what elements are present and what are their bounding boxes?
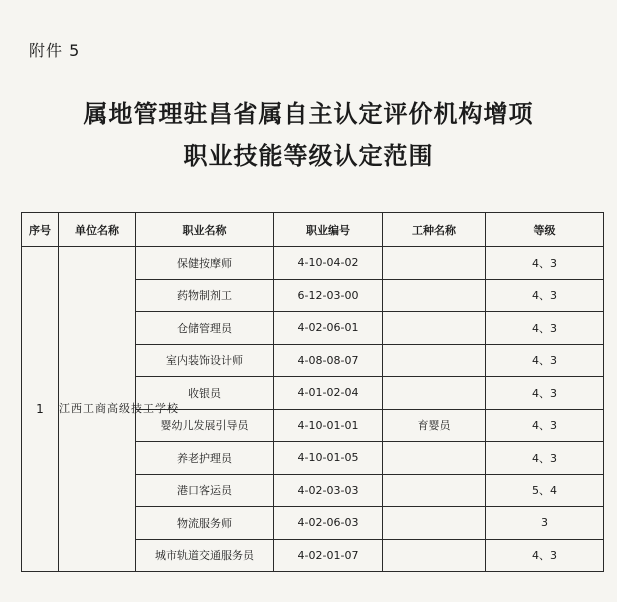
occupation-cell: 保健按摩师 — [136, 247, 274, 280]
column-header-seq: 序号 — [22, 213, 59, 247]
worktype-cell — [383, 507, 486, 540]
code-cell: 4-10-04-02 — [274, 247, 383, 280]
worktype-cell: 育婴员 — [383, 409, 486, 442]
table-header-row — [22, 213, 604, 247]
level-cell: 5、4 — [486, 474, 604, 507]
occupation-cell: 港口客运员 — [136, 474, 274, 507]
level-cell: 4、3 — [486, 344, 604, 377]
code-cell: 6-12-03-00 — [274, 279, 383, 312]
code-cell: 4-08-08-07 — [274, 344, 383, 377]
worktype-cell — [383, 474, 486, 507]
worktype-cell — [383, 247, 486, 280]
worktype-cell — [383, 312, 486, 345]
worktype-cell — [383, 344, 486, 377]
level-cell: 4、3 — [486, 442, 604, 475]
column-header-level: 等级 — [486, 213, 604, 247]
occupation-cell: 婴幼儿发展引导员 — [136, 409, 274, 442]
column-header-unit: 单位名称 — [59, 213, 136, 247]
worktype-cell — [383, 539, 486, 572]
occupation-cell: 室内装饰设计师 — [136, 344, 274, 377]
occupation-cell: 养老护理员 — [136, 442, 274, 475]
level-cell: 4、3 — [486, 247, 604, 280]
column-header-code: 职业编号 — [274, 213, 383, 247]
seq-cell: 1 — [22, 247, 59, 572]
worktype-cell — [383, 279, 486, 312]
code-cell: 4-01-02-04 — [274, 377, 383, 410]
code-cell: 4-10-01-05 — [274, 442, 383, 475]
level-cell: 3 — [486, 507, 604, 540]
occupation-cell: 城市轨道交通服务员 — [136, 539, 274, 572]
level-cell: 4、3 — [486, 377, 604, 410]
code-cell: 4-02-06-03 — [274, 507, 383, 540]
worktype-cell — [383, 442, 486, 475]
code-cell: 4-02-01-07 — [274, 539, 383, 572]
page-title-line-2: 职业技能等级认定范围 — [183, 141, 434, 170]
column-header-occupation: 职业名称 — [136, 213, 274, 247]
unit-name-cell: 江西工商高级技工学校 — [59, 247, 136, 572]
occupation-cell: 收银员 — [136, 377, 274, 410]
level-cell: 4、3 — [486, 279, 604, 312]
occupation-scope-table — [21, 212, 604, 572]
level-cell: 4、3 — [486, 409, 604, 442]
code-cell: 4-10-01-01 — [274, 409, 383, 442]
code-cell: 4-02-06-01 — [274, 312, 383, 345]
attachment-label: 附件 5 — [29, 41, 81, 60]
page-title-line-1: 属地管理驻昌省属自主认定评价机构增项 — [83, 99, 534, 128]
occupation-cell: 药物制剂工 — [136, 279, 274, 312]
code-cell: 4-02-03-03 — [274, 474, 383, 507]
table-row — [22, 247, 604, 280]
column-header-worktype: 工种名称 — [383, 213, 486, 247]
level-cell: 4、3 — [486, 539, 604, 572]
occupation-cell: 物流服务师 — [136, 507, 274, 540]
occupation-cell: 仓储管理员 — [136, 312, 274, 345]
level-cell: 4、3 — [486, 312, 604, 345]
worktype-cell — [383, 377, 486, 410]
